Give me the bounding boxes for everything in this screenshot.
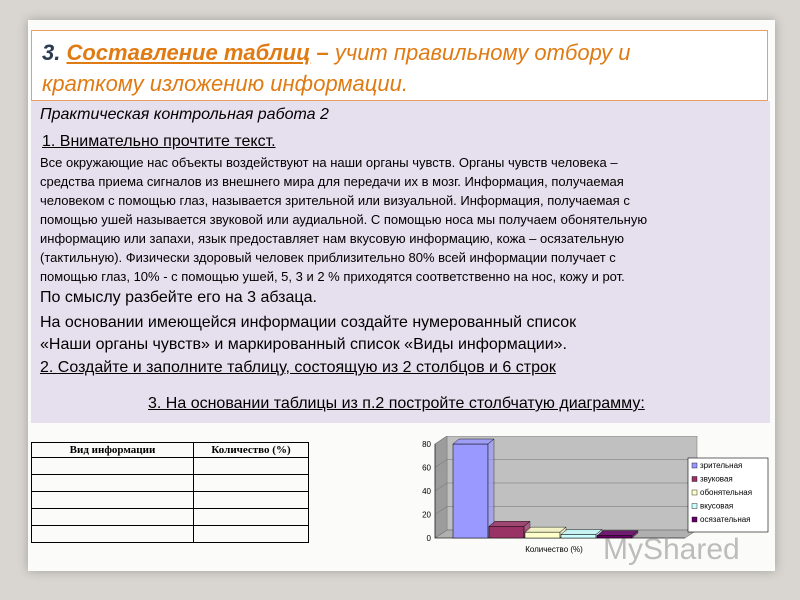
chart-legend [688, 458, 768, 532]
y-tick-label: 20 [422, 510, 431, 520]
paragraph-line: средства приема сигналов из внешнего мира для передачи их в мозг. Информация, получаемая [40, 174, 624, 189]
legend-label: осязательная [700, 515, 751, 524]
bar-front [561, 534, 596, 538]
bar-front [489, 526, 524, 538]
bar-top [525, 527, 566, 532]
table-cell [32, 475, 194, 492]
table-cell [32, 458, 194, 475]
y-tick-label: 0 [426, 534, 431, 543]
table-header-type: Вид информации [32, 443, 194, 458]
legend-swatch [692, 463, 697, 468]
paragraph-line: человеком с помощью глаз, называется зрительной или визуальной. Информация, получаемая с [40, 193, 630, 208]
legend-swatch [692, 477, 697, 482]
legend-label: зрительная [700, 461, 743, 470]
instruction-3: «Наши органы чувств» и маркированный список «Виды информации». [40, 336, 567, 353]
watermark-text: MyShared [603, 533, 740, 566]
table-cell [194, 458, 309, 475]
table-cell [32, 526, 194, 543]
title-number: 3. [42, 40, 61, 65]
y-tick-label: 40 [422, 487, 431, 496]
task-1: 1. Внимательно прочтите текст. [42, 133, 276, 150]
legend-label: обонятельная [700, 488, 753, 497]
legend-swatch [692, 504, 697, 509]
legend-label: звуковая [700, 474, 733, 484]
bar-top [489, 521, 530, 526]
task-3 [148, 395, 645, 413]
slide-title [31, 30, 768, 101]
bar [561, 529, 602, 538]
legend-label: вкусовая [700, 501, 734, 511]
legend-swatch [692, 517, 697, 522]
bar-top [561, 529, 602, 534]
instruction-1: По смыслу разбейте его на 3 абзаца. [40, 289, 317, 306]
table-row [32, 458, 309, 475]
task-2: 2. Создайте и заполните таблицу, состоящую из 2 столбцов и 6 строк [40, 359, 556, 376]
table-row [32, 526, 309, 543]
paragraph-line: информацию или запахи, язык предоставляет нам вкусовую информацию, кожа – осязательную [40, 231, 625, 246]
table-row [32, 492, 309, 509]
table-row [32, 475, 309, 492]
table-cell [194, 492, 309, 509]
table-cell [194, 526, 309, 543]
bar-front [525, 532, 560, 538]
title-line1-rest: учит правильному отбору и [334, 40, 631, 65]
table-cell [194, 475, 309, 492]
paragraph-line: помощью ушей называется звуковой или аудиальной. С помощью носа мы получаем обонятельную [40, 212, 648, 227]
table-header-amount: Количество (%) [194, 443, 309, 458]
table-header-row [32, 443, 309, 458]
table-cell [32, 492, 194, 509]
table-cell [194, 509, 309, 526]
info-table [31, 442, 309, 543]
paragraph-line: (тактильную). Физически здоровый человек приблизительно 80% всей информации получает с [40, 250, 616, 265]
legend-swatch [692, 490, 697, 495]
y-tick-label: 60 [422, 463, 431, 473]
title-dash: – [316, 40, 329, 65]
y-tick-label: 80 [422, 440, 431, 449]
bar [453, 439, 494, 538]
title-line2: краткому изложению информации. [42, 71, 408, 96]
x-axis-label: Количество (%) [525, 545, 583, 554]
table-cell [32, 509, 194, 526]
paragraph-line: помощью глаз, 10% - с помощью ушей, 5, 3 и 2 % приходятся соответственно на нос, кожу и рот. [40, 269, 625, 284]
watermark-logo [603, 533, 740, 567]
title-topic: Составление таблиц [66, 40, 311, 65]
bar [489, 521, 530, 538]
table-row [32, 509, 309, 526]
work-heading: Практическая контрольная работа 2 [40, 106, 329, 123]
bar-top [453, 439, 494, 444]
instruction-2: На основании имеющейся информации создайте нумерованный список [40, 314, 577, 331]
bar [525, 527, 566, 538]
bar-front [453, 444, 488, 538]
paragraph-line: Все окружающие нас объекты воздействуют на наши органы чувств. Органы чувств человека – [40, 155, 618, 170]
task-3-text: 3. На основании таблицы из п.2 постройте столбчатую диаграмму: [148, 395, 645, 412]
